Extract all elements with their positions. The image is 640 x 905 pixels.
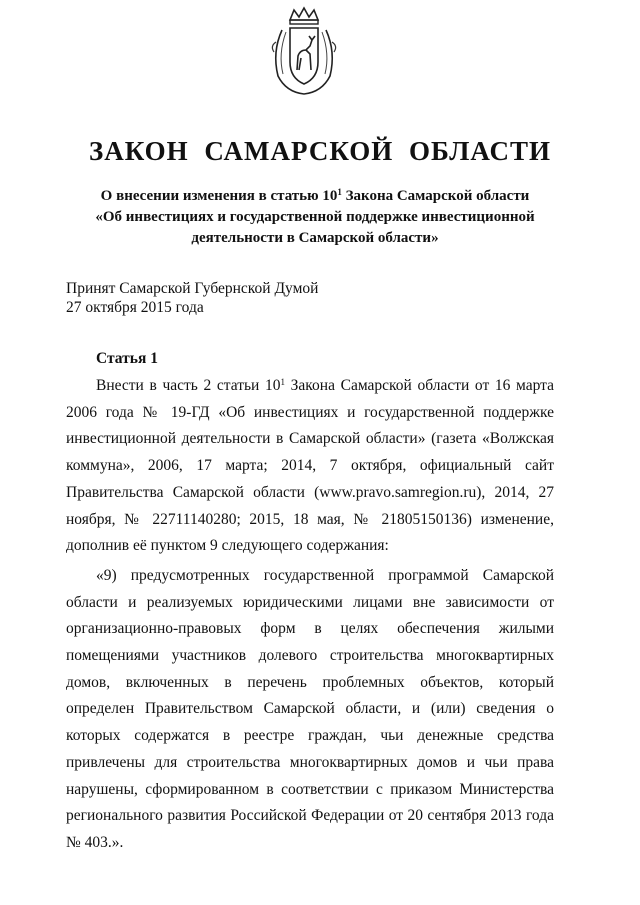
adoption-date: 27 октября 2015 года: [66, 299, 204, 316]
superscript: 1: [280, 377, 285, 387]
article-body: [66, 373, 554, 860]
superscript: 1: [337, 187, 342, 197]
article-paragraph: [66, 373, 554, 560]
subtitle-line: [60, 186, 570, 207]
subtitle-line: деятельности в Самарской области»: [191, 230, 439, 246]
document-subtitle: [60, 186, 570, 249]
paragraph-text: Внести в часть 2 статьи 10: [96, 377, 281, 394]
coat-of-arms-icon: [268, 6, 340, 98]
adoption-note: [66, 279, 318, 317]
subtitle-text: О внесении изменения в статью 10: [100, 188, 338, 204]
article-paragraph: «9) предусмотренных государственной программой Самарской области и реализуемых юридическими лицами вне зависимости от организационно-правовых форм в целях обеспечения жилыми помещениями участников долевого строительства многоквартирных домов, включенных в перечень проблемных объектов, который определен Правительством Самарской области, и (или) сведения о которых содержатся в реестре граждан, чьи денежные средства привлечены для строительства многоквартирных домов и чьи права нарушены, сформированном в соответствии с приказом Министерства регионального развития Российской Федерации от 20 сентября 2013 года № 403.».: [66, 566, 554, 851]
subtitle-line: «Об инвестициях и государственной поддержке инвестиционной: [95, 209, 535, 225]
adoption-body: Принят Самарской Губернской Думой: [66, 280, 319, 297]
article-heading: Статья 1: [96, 350, 158, 367]
document-title: ЗАКОН САМАРСКОЙ ОБЛАСТИ: [89, 136, 551, 166]
paragraph-text: Закона Самарской области от 16 марта 2006 года № 19-ГД «Об инвестициях и государственной поддержке инвестиционной деятельности в Самарской области» (газета «Волжская коммуна», 2006, 17 марта; 2014, 7 октября, официальный сайт Правительства Самарской области (www.pravo.samregion.ru), 2014, 27 ноября, № 22711140280; 2015, 18 мая, № 21805150136) изменение, дополнив её пунктом 9 следующего содержания:: [66, 377, 554, 555]
subtitle-text: Закона Самарской области: [341, 188, 530, 204]
